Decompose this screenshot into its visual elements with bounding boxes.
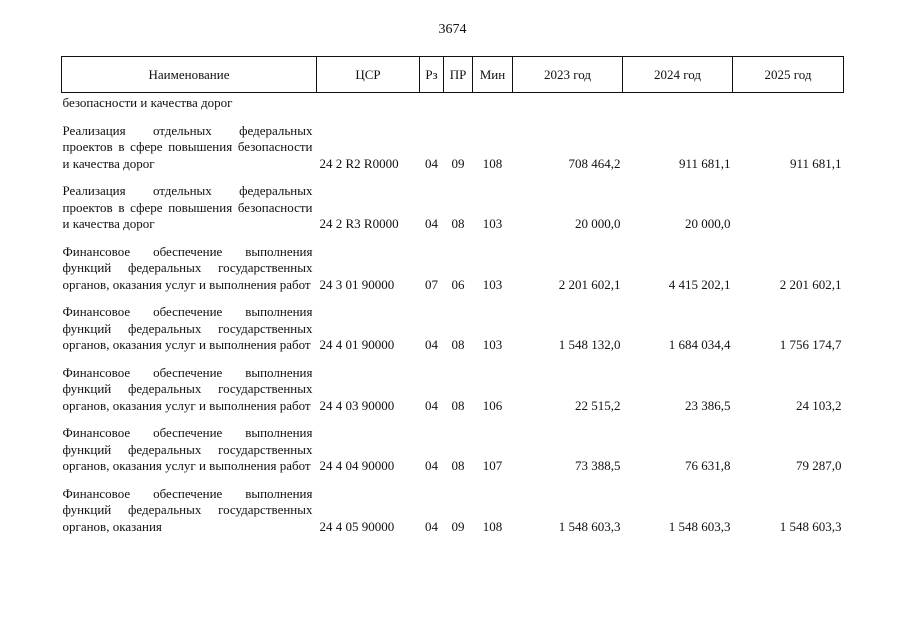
header-2023: 2023 год (513, 57, 623, 93)
cell-y2025: 24 103,2 (796, 397, 842, 413)
cell-y2025: 1 548 603,3 (779, 518, 842, 534)
table-row (62, 365, 844, 415)
cell-rz: 04 (425, 518, 438, 534)
table-row (62, 93, 844, 112)
cell-y2025: 1 756 174,7 (779, 337, 842, 352)
cell-y2023: 20 000,0 (575, 216, 621, 231)
cell-y2023: 73 388,5 (575, 458, 621, 473)
header-rz: Рз (420, 57, 444, 93)
cell-y2023: 708 464,2 (568, 155, 621, 171)
cell-name: Финансовое обеспечение выполнения функций федеральных государственных органов, оказания услуг и выполнения работ (62, 364, 313, 413)
row-spacer (62, 475, 844, 486)
cell-csr: 24 4 04 90000 (319, 458, 395, 473)
cell-rz: 04 (425, 458, 438, 473)
table-row (62, 304, 844, 354)
table-row (62, 425, 844, 475)
row-spacer (62, 354, 844, 365)
header-name: Наименование (62, 57, 317, 93)
cell-y2024: 76 631,8 (685, 458, 731, 473)
cell-y2025 (733, 183, 844, 233)
header-pr: ПР (444, 57, 473, 93)
row-spacer-cell (62, 112, 844, 123)
cell-min: 108 (482, 518, 503, 534)
cell-y2024: 4 415 202,1 (668, 276, 731, 292)
cell-name: Финансовое обеспечение выполнения функций федеральных государственных органов, оказания (62, 485, 313, 534)
cell-csr (317, 93, 420, 112)
cell-rz: 04 (425, 337, 438, 352)
table-body (62, 93, 844, 536)
row-spacer (62, 112, 844, 123)
cell-y2023: 1 548 603,3 (558, 518, 621, 534)
cell-y2023 (513, 93, 623, 112)
row-spacer-cell (62, 414, 844, 425)
row-spacer-cell (62, 293, 844, 304)
row-spacer-cell (62, 233, 844, 244)
cell-csr: 24 4 03 90000 (319, 397, 395, 413)
header-2025: 2025 год (733, 57, 844, 93)
cell-y2024: 1 684 034,4 (668, 337, 731, 352)
cell-pr: 08 (451, 216, 465, 231)
cell-pr: 08 (451, 458, 465, 473)
budget-table (61, 56, 844, 535)
cell-name: Финансовое обеспечение выполнения функций федеральных государственных органов, оказания услуг и выполнения работ (62, 243, 313, 292)
cell-min: 107 (482, 458, 503, 473)
row-spacer (62, 414, 844, 425)
cell-name: безопасности и качества дорог (62, 95, 233, 110)
cell-csr: 24 2 R2 R0000 (319, 155, 399, 171)
cell-y2023: 2 201 602,1 (558, 276, 621, 292)
cell-min: 103 (482, 276, 503, 292)
cell-y2025 (733, 93, 844, 112)
cell-y2024: 23 386,5 (685, 397, 731, 413)
row-spacer-cell (62, 172, 844, 183)
header-min: Мин (473, 57, 513, 93)
cell-csr: 24 2 R3 R0000 (319, 216, 399, 231)
table-row (62, 183, 844, 233)
cell-y2024: 1 548 603,3 (668, 518, 731, 534)
cell-csr: 24 3 01 90000 (319, 276, 395, 292)
page-number: 3674 (438, 22, 467, 37)
cell-y2023: 22 515,2 (575, 397, 621, 413)
cell-min: 106 (482, 397, 503, 413)
cell-y2025: 2 201 602,1 (779, 276, 842, 292)
cell-name: Финансовое обеспечение выполнения функций федеральных государственных органов, оказания услуг и выполнения работ (62, 425, 313, 473)
cell-name: Реализация отдельных федеральных проектов в сфере повышения безопасности и качества дорог (62, 122, 313, 171)
row-spacer (62, 172, 844, 183)
row-spacer-cell (62, 475, 844, 486)
table-row (62, 123, 844, 173)
row-spacer (62, 293, 844, 304)
cell-pr: 09 (451, 155, 465, 171)
table-header (62, 57, 844, 93)
header-2024: 2024 год (623, 57, 733, 93)
cell-min: 103 (482, 337, 503, 352)
cell-y2025: 79 287,0 (796, 458, 842, 473)
cell-csr: 24 4 05 90000 (319, 518, 395, 534)
cell-y2024: 911 681,1 (678, 155, 731, 171)
cell-pr: 08 (451, 337, 465, 352)
row-spacer (62, 233, 844, 244)
cell-pr: 09 (451, 518, 465, 534)
cell-min: 108 (482, 155, 503, 171)
cell-pr: 06 (451, 276, 465, 292)
cell-pr (444, 93, 473, 112)
cell-y2023: 1 548 132,0 (558, 337, 621, 352)
header-csr: ЦСР (317, 57, 420, 93)
table-row (62, 244, 844, 294)
cell-rz: 04 (425, 397, 438, 413)
cell-rz: 04 (425, 216, 438, 231)
cell-y2025: 911 681,1 (789, 155, 842, 171)
cell-rz: 07 (425, 276, 438, 292)
row-spacer-cell (62, 354, 844, 365)
cell-pr: 08 (451, 397, 465, 413)
cell-y2024: 20 000,0 (685, 216, 731, 231)
cell-y2024 (623, 93, 733, 112)
cell-min: 103 (482, 216, 503, 231)
cell-rz (420, 93, 444, 112)
table-row (62, 486, 844, 536)
cell-rz: 04 (425, 155, 438, 171)
cell-name: Финансовое обеспечение выполнения функций федеральных государственных органов, оказания услуг и выполнения работ (62, 304, 313, 352)
cell-min (473, 93, 513, 112)
cell-name: Реализация отдельных федеральных проектов в сфере повышения безопасности и качества дорог (62, 183, 313, 231)
cell-csr: 24 4 01 90000 (319, 337, 395, 352)
